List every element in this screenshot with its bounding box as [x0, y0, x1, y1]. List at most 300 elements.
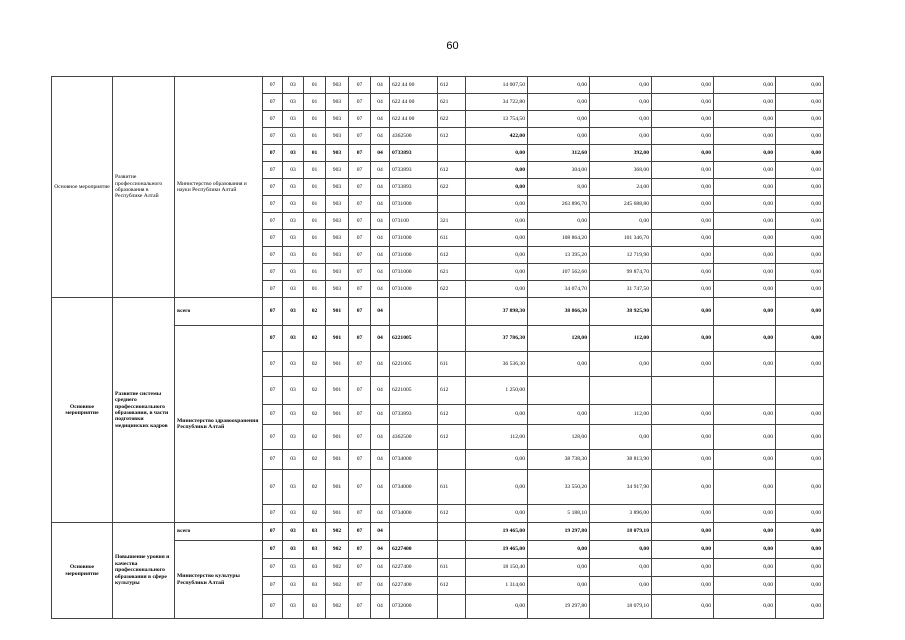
executor-cell: Министерство культуры Республики Алтай — [175, 541, 263, 619]
code-cell: 0734000 — [390, 505, 438, 523]
event-name-cell: Повышение уровня и качества профессионального образования в сфере культуры — [113, 523, 175, 619]
value-cell: 0,00 — [652, 77, 714, 94]
code-cell: 4362500 — [390, 425, 438, 450]
value-cell: 0,00 — [652, 541, 714, 559]
code-cell: 07 — [263, 230, 283, 247]
code-cell: 07 — [349, 128, 371, 145]
code-cell: 01 — [304, 281, 326, 298]
code-cell: 03 — [283, 523, 304, 541]
code-cell: 03 — [283, 470, 304, 505]
value-cell: 12 719,90 — [590, 247, 652, 264]
code-cell: 01 — [304, 264, 326, 281]
value-cell: 0,00 — [590, 541, 652, 559]
code-cell: 07 — [349, 326, 371, 352]
code-cell: 04 — [371, 559, 390, 577]
value-cell: 0,00 — [714, 352, 776, 377]
code-cell: 07 — [349, 298, 371, 326]
code-cell: 03 — [283, 179, 304, 196]
code-cell: 03 — [283, 450, 304, 470]
code-cell: 6227400 — [390, 577, 438, 595]
value-cell: 0,00 — [714, 162, 776, 179]
value-cell: 0,00 — [528, 128, 590, 145]
code-cell: 01 — [304, 111, 326, 128]
value-cell: 0,00 — [776, 196, 824, 213]
code-cell: 04 — [371, 541, 390, 559]
code-cell: 02 — [304, 352, 326, 377]
value-cell: 37 898,30 — [466, 298, 528, 326]
value-cell: 0,00 — [714, 213, 776, 230]
code-cell: 07 — [349, 405, 371, 425]
code-cell: 07 — [263, 523, 283, 541]
value-cell: 0,00 — [776, 298, 824, 326]
code-cell: 07 — [263, 470, 283, 505]
event-type-cell: Основное мероприятие — [52, 77, 113, 298]
code-cell: 0734000 — [390, 470, 438, 505]
value-cell: 0,00 — [652, 230, 714, 247]
value-cell: 0,00 — [776, 94, 824, 111]
code-cell — [438, 196, 466, 213]
value-cell — [776, 377, 824, 405]
code-cell: 07 — [349, 450, 371, 470]
code-cell: 03 — [283, 145, 304, 162]
code-cell: 612 — [438, 405, 466, 425]
code-cell: 04 — [371, 425, 390, 450]
value-cell: 108 864,20 — [528, 230, 590, 247]
code-cell: 07 — [263, 541, 283, 559]
value-cell: 0,00 — [776, 179, 824, 196]
code-cell: 04 — [371, 470, 390, 505]
value-cell: 0,00 — [714, 94, 776, 111]
code-cell: 03 — [283, 230, 304, 247]
code-cell: 03 — [283, 94, 304, 111]
value-cell: 33 550,20 — [528, 470, 590, 505]
code-cell: 07 — [349, 230, 371, 247]
value-cell: 0,00 — [776, 470, 824, 505]
value-cell: 0,00 — [466, 505, 528, 523]
value-cell: 99 874,70 — [590, 264, 652, 281]
code-cell: 04 — [371, 77, 390, 94]
code-cell: 07 — [349, 162, 371, 179]
code-cell: 04 — [371, 213, 390, 230]
total-label-cell: всего — [175, 298, 263, 326]
code-cell: 07 — [263, 281, 283, 298]
value-cell: 37 786,30 — [466, 326, 528, 352]
value-cell: 38 738,30 — [528, 450, 590, 470]
code-cell: 03 — [304, 541, 326, 559]
code-cell: 02 — [304, 505, 326, 523]
value-cell: 0,00 — [652, 352, 714, 377]
code-cell: 07 — [263, 450, 283, 470]
value-cell: 24,00 — [590, 179, 652, 196]
value-cell: 34 074,70 — [528, 281, 590, 298]
code-cell: 903 — [326, 145, 349, 162]
code-cell: 622 44 00 — [390, 94, 438, 111]
code-cell: 04 — [371, 230, 390, 247]
code-cell: 0733893 — [390, 179, 438, 196]
code-cell: 07 — [263, 179, 283, 196]
value-cell: 0,00 — [776, 162, 824, 179]
value-cell: 0,00 — [466, 196, 528, 213]
code-cell: 01 — [304, 196, 326, 213]
code-cell: 07 — [263, 326, 283, 352]
code-cell: 0731000 — [390, 196, 438, 213]
event-name-cell: Развитие профессионального образования в Республике Алтай — [113, 77, 175, 298]
code-cell: 622 — [438, 179, 466, 196]
value-cell: 0,00 — [776, 425, 824, 450]
code-cell: 902 — [326, 559, 349, 577]
code-cell: 622 44 00 — [390, 77, 438, 94]
code-cell: 612 — [438, 162, 466, 179]
code-cell: 903 — [326, 162, 349, 179]
value-cell: 18 150,40 — [466, 559, 528, 577]
code-cell: 03 — [283, 595, 304, 619]
code-cell: 03 — [283, 77, 304, 94]
value-cell: 18 079,10 — [590, 595, 652, 619]
value-cell: 1 250,00 — [466, 377, 528, 405]
code-cell: 622 44 00 — [390, 111, 438, 128]
code-cell: 03 — [283, 298, 304, 326]
value-cell: 0,00 — [652, 326, 714, 352]
code-cell: 0733893 — [390, 405, 438, 425]
code-cell: 903 — [326, 281, 349, 298]
code-cell: 02 — [304, 450, 326, 470]
code-cell: 07 — [263, 145, 283, 162]
value-cell: 0,00 — [590, 111, 652, 128]
code-cell: 03 — [283, 377, 304, 405]
code-cell: 902 — [326, 541, 349, 559]
value-cell: 19 297,80 — [528, 523, 590, 541]
value-cell: 101 346,70 — [590, 230, 652, 247]
value-cell: 0,00 — [652, 470, 714, 505]
code-cell: 901 — [326, 352, 349, 377]
value-cell: 14 007,50 — [466, 77, 528, 94]
code-cell: 903 — [326, 128, 349, 145]
value-cell: 0,00 — [466, 405, 528, 425]
code-cell: 03 — [283, 425, 304, 450]
code-cell: 03 — [283, 128, 304, 145]
value-cell: 38 925,90 — [590, 298, 652, 326]
code-cell: 6221005 — [390, 352, 438, 377]
value-cell: 0,00 — [652, 505, 714, 523]
code-cell: 07 — [263, 77, 283, 94]
value-cell: 0,00 — [714, 77, 776, 94]
code-cell: 07 — [349, 352, 371, 377]
code-cell: 02 — [304, 377, 326, 405]
value-cell: 0,00 — [590, 425, 652, 450]
value-cell: 0,00 — [776, 264, 824, 281]
code-cell: 03 — [283, 111, 304, 128]
code-cell: 07 — [263, 505, 283, 523]
executor-cell: Министерство образования и науки Республики Алтай — [175, 77, 263, 298]
value-cell: 0,00 — [466, 595, 528, 619]
executor-cell: Министерство здравоохранения Республики Алтай — [175, 326, 263, 523]
value-cell: 19 465,00 — [466, 523, 528, 541]
value-cell: 0,00 — [652, 111, 714, 128]
code-cell: 07 — [263, 377, 283, 405]
value-cell: 0,00 — [776, 281, 824, 298]
code-cell: 04 — [371, 405, 390, 425]
table-row — [52, 77, 824, 94]
code-cell: 07 — [349, 77, 371, 94]
code-cell: 612 — [438, 577, 466, 595]
code-cell: 01 — [304, 230, 326, 247]
value-cell: 128,00 — [528, 425, 590, 450]
code-cell: 01 — [304, 179, 326, 196]
code-cell: 01 — [304, 213, 326, 230]
code-cell: 07 — [263, 128, 283, 145]
value-cell: 0,00 — [714, 559, 776, 577]
value-cell: 0,00 — [652, 196, 714, 213]
code-cell: 04 — [371, 145, 390, 162]
code-cell: 901 — [326, 377, 349, 405]
value-cell: 0,00 — [528, 111, 590, 128]
code-cell: 07 — [349, 264, 371, 281]
value-cell: 0,00 — [528, 94, 590, 111]
code-cell: 903 — [326, 264, 349, 281]
code-cell: 901 — [326, 405, 349, 425]
value-cell: 0,00 — [714, 425, 776, 450]
value-cell: 3 896,00 — [590, 505, 652, 523]
value-cell: 31 747,50 — [590, 281, 652, 298]
value-cell: 0,00 — [528, 541, 590, 559]
value-cell: 0,00 — [652, 405, 714, 425]
value-cell: 0,00 — [714, 298, 776, 326]
value-cell: 0,00 — [776, 230, 824, 247]
value-cell: 38 866,30 — [528, 298, 590, 326]
code-cell: 07 — [349, 523, 371, 541]
code-cell: 0731000 — [390, 264, 438, 281]
code-cell: 612 — [438, 377, 466, 405]
code-cell: 07 — [349, 196, 371, 213]
code-cell: 07 — [263, 162, 283, 179]
code-cell: 902 — [326, 595, 349, 619]
code-cell: 07 — [263, 559, 283, 577]
budget-table — [51, 76, 824, 619]
code-cell: 07 — [349, 247, 371, 264]
value-cell: 0,00 — [776, 247, 824, 264]
code-cell: 07 — [263, 595, 283, 619]
code-cell — [438, 450, 466, 470]
code-cell — [438, 145, 466, 162]
code-cell: 621 — [438, 264, 466, 281]
code-cell: 612 — [438, 505, 466, 523]
value-cell: 0,00 — [714, 450, 776, 470]
code-cell: 04 — [371, 247, 390, 264]
code-cell: 622 — [438, 111, 466, 128]
code-cell — [438, 523, 466, 541]
code-cell: 07 — [349, 179, 371, 196]
value-cell: 0,00 — [776, 213, 824, 230]
code-cell: 6227400 — [390, 559, 438, 577]
code-cell: 07 — [263, 94, 283, 111]
code-cell: 03 — [304, 595, 326, 619]
code-cell: 901 — [326, 505, 349, 523]
code-cell: 01 — [304, 77, 326, 94]
code-cell: 03 — [283, 162, 304, 179]
code-cell: 0731000 — [390, 247, 438, 264]
code-cell: 02 — [304, 405, 326, 425]
value-cell — [714, 377, 776, 405]
value-cell: 0,00 — [776, 77, 824, 94]
value-cell: 0,00 — [714, 326, 776, 352]
value-cell: 0,00 — [528, 352, 590, 377]
code-cell: 04 — [371, 298, 390, 326]
value-cell: 19 297,80 — [528, 595, 590, 619]
code-cell: 07 — [263, 196, 283, 213]
code-cell: 04 — [371, 595, 390, 619]
code-cell: 07 — [349, 145, 371, 162]
code-cell: 612 — [438, 77, 466, 94]
code-cell: 04 — [371, 352, 390, 377]
value-cell: 0,00 — [714, 196, 776, 213]
code-cell: 03 — [283, 196, 304, 213]
code-cell: 07 — [263, 264, 283, 281]
value-cell: 0,00 — [466, 264, 528, 281]
code-cell: 903 — [326, 77, 349, 94]
value-cell: 263 896,70 — [528, 196, 590, 213]
value-cell: 112,00 — [466, 425, 528, 450]
code-cell: 07 — [349, 281, 371, 298]
code-cell: 07 — [263, 111, 283, 128]
code-cell: 04 — [371, 577, 390, 595]
code-cell: 04 — [371, 128, 390, 145]
code-cell: 901 — [326, 298, 349, 326]
value-cell: 0,00 — [714, 281, 776, 298]
code-cell: 03 — [283, 281, 304, 298]
code-cell: 04 — [371, 505, 390, 523]
code-cell: 04 — [371, 450, 390, 470]
value-cell: 0,00 — [776, 450, 824, 470]
value-cell: 0,00 — [466, 145, 528, 162]
code-cell: 04 — [371, 326, 390, 352]
code-cell: 01 — [304, 162, 326, 179]
value-cell: 0,00 — [776, 559, 824, 577]
value-cell: 0,00 — [714, 264, 776, 281]
value-cell: 128,00 — [528, 326, 590, 352]
value-cell: 0,00 — [714, 523, 776, 541]
value-cell: 0,00 — [528, 77, 590, 94]
code-cell: 903 — [326, 247, 349, 264]
code-cell: 07 — [349, 559, 371, 577]
code-cell: 03 — [283, 541, 304, 559]
code-cell: 07 — [263, 213, 283, 230]
code-cell: 611 — [438, 470, 466, 505]
event-type-cell: Основное мероприятие — [52, 523, 113, 619]
value-cell: 0,00 — [714, 595, 776, 619]
code-cell: 01 — [304, 128, 326, 145]
value-cell: 0,00 — [590, 128, 652, 145]
code-cell — [438, 541, 466, 559]
value-cell: 0,00 — [528, 213, 590, 230]
value-cell: 0,00 — [776, 405, 824, 425]
code-cell: 02 — [304, 470, 326, 505]
value-cell: 0,00 — [466, 470, 528, 505]
value-cell: 19 465,00 — [466, 541, 528, 559]
event-type-cell: Основное мероприятие — [52, 298, 113, 523]
value-cell: 392,00 — [590, 145, 652, 162]
code-cell: 04 — [371, 179, 390, 196]
value-cell: 0,00 — [776, 577, 824, 595]
code-cell: 901 — [326, 425, 349, 450]
code-cell: 01 — [304, 94, 326, 111]
value-cell: 0,00 — [466, 230, 528, 247]
code-cell: 321 — [438, 213, 466, 230]
code-cell: 07 — [263, 425, 283, 450]
value-cell: 0,00 — [652, 559, 714, 577]
value-cell: 0,00 — [652, 298, 714, 326]
value-cell: 0,00 — [776, 128, 824, 145]
code-cell: 611 — [438, 559, 466, 577]
value-cell: 0,00 — [714, 577, 776, 595]
code-cell: 03 — [283, 264, 304, 281]
value-cell: 0,00 — [714, 179, 776, 196]
value-cell: 0,00 — [714, 145, 776, 162]
code-cell: 0732000 — [390, 595, 438, 619]
value-cell: 0,00 — [776, 352, 824, 377]
code-cell: 07 — [349, 505, 371, 523]
code-cell: 07 — [349, 213, 371, 230]
value-cell: 13 754,50 — [466, 111, 528, 128]
code-cell: 03 — [283, 577, 304, 595]
code-cell: 621 — [438, 94, 466, 111]
value-cell: 0,00 — [652, 281, 714, 298]
code-cell: 6227400 — [390, 541, 438, 559]
value-cell: 304,00 — [528, 162, 590, 179]
value-cell: 0,00 — [714, 405, 776, 425]
code-cell: 04 — [371, 377, 390, 405]
code-cell: 03 — [283, 213, 304, 230]
value-cell: 0,00 — [466, 247, 528, 264]
code-cell: 07 — [349, 470, 371, 505]
code-cell: 02 — [304, 326, 326, 352]
value-cell: 0,00 — [652, 162, 714, 179]
code-cell: 07 — [263, 405, 283, 425]
value-cell: 0,00 — [652, 213, 714, 230]
value-cell: 422,00 — [466, 128, 528, 145]
value-cell: 0,00 — [652, 94, 714, 111]
code-cell — [390, 523, 438, 541]
value-cell: 18 079,10 — [590, 523, 652, 541]
code-cell: 04 — [371, 523, 390, 541]
code-cell: 901 — [326, 470, 349, 505]
value-cell: 107 562,60 — [528, 264, 590, 281]
value-cell: 0,00 — [652, 523, 714, 541]
value-cell: 368,00 — [590, 162, 652, 179]
value-cell: 0,00 — [714, 230, 776, 247]
code-cell: 07 — [349, 577, 371, 595]
value-cell: 0,00 — [776, 111, 824, 128]
value-cell: 0,00 — [590, 94, 652, 111]
code-cell: 07 — [263, 352, 283, 377]
code-cell: 612 — [438, 425, 466, 450]
value-cell: 0,00 — [528, 559, 590, 577]
code-cell: 903 — [326, 196, 349, 213]
value-cell: 0,00 — [652, 128, 714, 145]
value-cell — [528, 377, 590, 405]
value-cell: 0,00 — [652, 595, 714, 619]
value-cell: 0,00 — [528, 405, 590, 425]
value-cell: 0,00 — [652, 425, 714, 450]
value-cell: 5 188,10 — [528, 505, 590, 523]
value-cell: 112,00 — [590, 326, 652, 352]
code-cell: 03 — [283, 326, 304, 352]
value-cell: 0,00 — [466, 162, 528, 179]
code-cell: 04 — [371, 162, 390, 179]
value-cell: 0,00 — [776, 326, 824, 352]
value-cell: 0,00 — [776, 541, 824, 559]
code-cell: 903 — [326, 179, 349, 196]
code-cell: 04 — [371, 94, 390, 111]
